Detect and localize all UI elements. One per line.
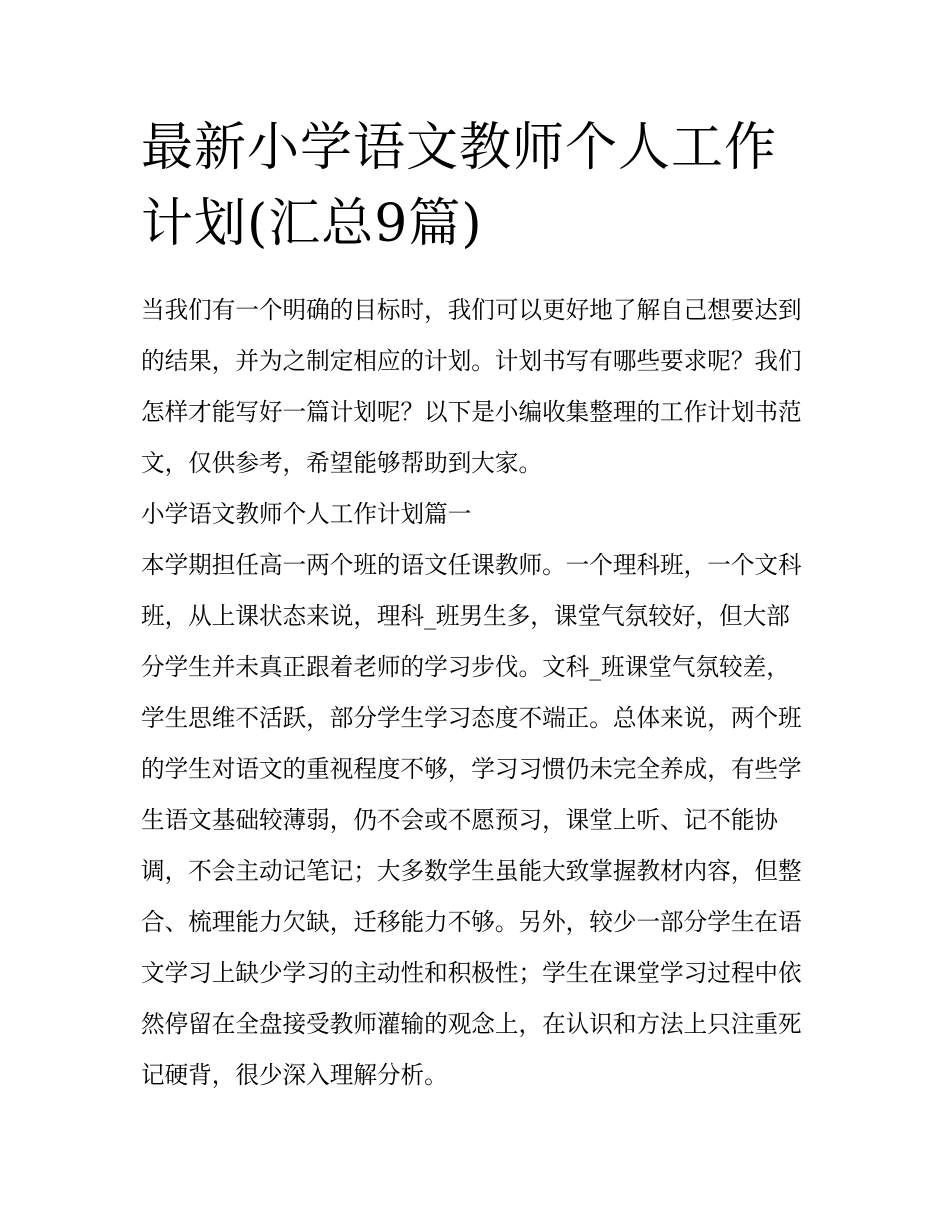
document-content xyxy=(141,110,811,1101)
page-title: 最新小学语文教师个人工作计划(汇总9篇) xyxy=(141,118,778,254)
body-paragraph: 本学期担任高一两个班的语文任课教师。一个理科班，一个文科班，从上课状态来说，理科_班男生多，课堂气氛较好，但大部分学生并未真正跟着老师的学习步伐。文科_班课堂气氛较差，学生思维不活跃，部分学生学习态度不端正。总体来说，两个班的学生对语文的重视程度不够，学习习惯仍未完全养成，有些学生语文基础较薄弱，仍不会或不愿预习，课堂上听、记不能协调，不会主动记笔记；大多数学生虽能大致掌握教材内容，但整合、梳理能力欠缺，迁移能力不够。另外，较少一部分学生在语文学习上缺少学习的主动性和积极性；学生在课堂学习过程中依然停留在全盘接受教师灌输的观念上，在认识和方法上只注重死记硬背，很少深入理解分析。 xyxy=(141,551,802,1089)
intro-paragraph: 当我们有一个明确的目标时，我们可以更好地了解自己想要达到的结果，并为之制定相应的计划。计划书写有哪些要求呢？我们怎样才能写好一篇计划呢？以下是小编收集整理的工作计划书范文，仅供参考，希望能够帮助到大家。 xyxy=(141,296,802,477)
section-heading: 小学语文教师个人工作计划篇一 xyxy=(141,500,472,528)
